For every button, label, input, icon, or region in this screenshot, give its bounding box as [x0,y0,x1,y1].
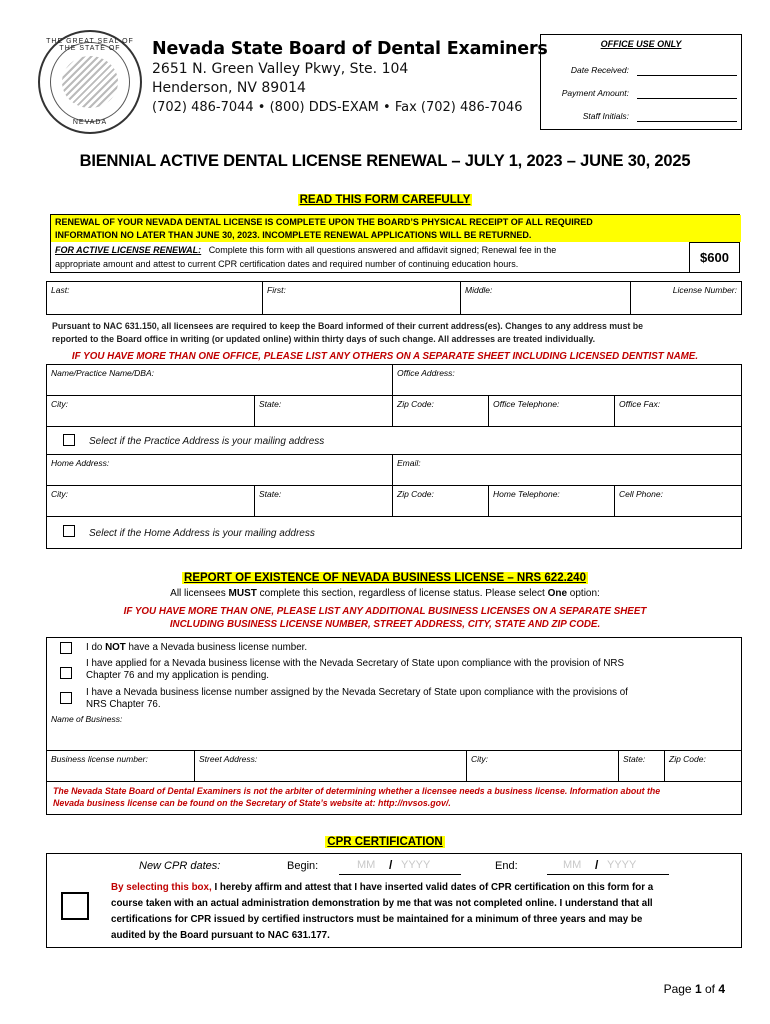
active-renewal-text: FOR ACTIVE LICENSE RENEWAL: Complete this form with all questions answered and affidavit signed; Renewal fee in the appropriate amount and attest to current CPR certification dates and required number of continuing education hours. [55,245,557,269]
business-street-field[interactable]: Street Address: [195,751,467,782]
email-field[interactable]: Email: [393,455,741,486]
cpr-begin-slash: / [389,858,393,872]
business-state-field[interactable]: State: [619,751,665,782]
page-number: Page 1 of 4 [663,982,725,996]
license-number-field[interactable]: License Number: [672,285,737,295]
business-instruction: All licensees MUST complete this section, regardless of license status. Please select One option: [170,588,600,599]
last-name-field[interactable]: Last: [47,282,263,314]
have-business-license-checkbox[interactable] [60,692,72,704]
office-address-field[interactable]: Office Address: [393,365,741,396]
business-option-1: I do NOT have a Nevada business license number. [86,642,308,653]
applied-business-license-checkbox[interactable] [60,667,72,679]
org-name: Nevada State Board of Dental Examiners [152,39,548,59]
first-name-field[interactable]: First: [263,282,461,314]
middle-name-field[interactable]: Middle: [461,282,631,314]
payment-amount-label: Payment Amount: [561,88,629,98]
home-mailing-row [47,517,741,548]
business-option-3: I have a Nevada business license number assigned by the Nevada Secretary of State upon compliance with the provisions of NRS Chapter 76. [86,687,628,710]
read-form-heading: READ THIS FORM CAREFULLY [299,194,471,206]
seal-bottom-text: NEVADA [72,119,108,126]
home-city-field[interactable]: City: [47,486,255,517]
renewal-notice: RENEWAL OF YOUR NEVADA DENTAL LICENSE IS COMPLETE UPON THE BOARD’S PHYSICAL RECEIPT OF ALL REQUIRED INFORMATION NO LATER THAN JUNE 30, 2023. INCOMPLETE RENEWAL APPLICATIONS WILL BE RETURNED. [51,215,741,242]
renewal-fee: $600 [689,242,739,272]
home-mailing-label: Select if the Home Address is your mailing address [89,528,315,539]
name-fields-row [46,281,742,315]
office-fax-field[interactable]: Office Fax: [615,396,741,427]
home-address-field[interactable]: Home Address: [47,455,393,486]
cpr-affirm-checkbox[interactable] [61,892,89,920]
no-business-license-checkbox[interactable] [60,642,72,654]
practice-mailing-checkbox[interactable] [63,434,75,446]
business-disclaimer: The Nevada State Board of Dental Examiners is not the arbiter of determining whether a licensee needs a business license. Information about the Nevada business license can be found on the Secretary of State’s website at: http://nvsos.gov/. [53,786,661,808]
cpr-heading: CPR CERTIFICATION [327,836,443,848]
seal-top-text: THE GREAT SEAL OF THE STATE OF [46,38,134,52]
date-received-label: Date Received: [570,65,629,75]
staff-initials-label: Staff Initials: [582,111,629,121]
header [152,38,548,117]
business-city-field[interactable]: City: [467,751,619,782]
date-received-field[interactable] [637,65,737,76]
cpr-affirmation-text: By selecting this box, I hereby affirm and attest that I have inserted valid dates of CPR certification on this form for a course taken with an actual administration demonstration by me that was not completed online. I understand that all certifications for CPR issued by certified instructors must be maintained for a minimum of three years and may be audited by the Board pursuant to NAC 631.177. [111,882,654,941]
cpr-begin-field[interactable] [339,857,461,875]
phone-line: (702) 486-7044 • (800) DDS-EXAM • Fax (702) 486-7046 [152,100,523,115]
business-license-number-field[interactable]: Business license number: [47,751,195,782]
business-name-field[interactable]: Name of Business: [47,711,741,751]
new-cpr-dates-label: New CPR dates: [139,860,221,872]
cpr-begin-label: Begin: [287,860,319,872]
cpr-begin-year: YYYY [401,859,431,871]
home-state-field[interactable]: State: [255,486,393,517]
business-heading: REPORT OF EXISTENCE OF NEVADA BUSINESS LICENSE – NRS 622.240 [184,572,586,584]
home-zip-field[interactable]: Zip Code: [393,486,489,517]
office-telephone-field[interactable]: Office Telephone: [489,396,615,427]
cpr-end-year: YYYY [607,859,637,871]
practice-city-field[interactable]: City: [47,396,255,427]
renewal-notice-box [50,214,740,273]
office-use-box [540,34,742,130]
home-telephone-field[interactable]: Home Telephone: [489,486,615,517]
practice-mailing-row [47,427,741,455]
practice-state-field[interactable]: State: [255,396,393,427]
office-use-title: OFFICE USE ONLY [600,39,682,49]
business-zip-field[interactable]: Zip Code: [665,751,741,782]
payment-amount-field[interactable] [637,88,737,99]
practice-zip-field[interactable]: Zip Code: [393,396,489,427]
nac-notice: Pursuant to NAC 631.150, all licensees are required to keep the Board informed of their current address(es). Changes to any address must be reported to the Board office in writing (or updated online) within thirty days of such change. All addresses are treated individually. [52,321,644,344]
cpr-end-field[interactable] [547,857,669,875]
business-warning: IF YOU HAVE MORE THAN ONE, PLEASE LIST ANY ADDITIONAL BUSINESS LICENSES ON A SEPARATE SHEET INCLUDING BUSINESS LICENSE NUMBER, STREET ADDRESS, CITY, STATE AND ZIP CODE. [123,606,647,630]
business-option-2: I have applied for a Nevada business license with the Nevada Secretary of State upon compliance with the provision of NRS Chapter 76 and my application is pending. [86,658,625,681]
cpr-begin-month: MM [357,859,376,871]
cpr-section [46,853,742,948]
form-title: BIENNIAL ACTIVE DENTAL LICENSE RENEWAL – JULY 1, 2023 – JUNE 30, 2025 [79,152,691,170]
address-line-2: Henderson, NV 89014 [152,80,306,96]
address-section [46,364,742,549]
cell-phone-field[interactable]: Cell Phone: [615,486,741,517]
cpr-end-label: End: [495,860,518,872]
practice-name-field[interactable]: Name/Practice Name/DBA: [47,365,393,396]
cpr-end-slash: / [595,858,599,872]
practice-mailing-label: Select if the Practice Address is your mailing address [89,436,325,447]
staff-initials-field[interactable] [637,111,737,122]
address-line-1: 2651 N. Green Valley Pkwy, Ste. 104 [152,61,409,77]
cpr-end-month: MM [563,859,582,871]
nevada-seal-logo [38,30,142,134]
office-warning: IF YOU HAVE MORE THAN ONE OFFICE, PLEASE LIST ANY OTHERS ON A SEPARATE SHEET INCLUDING LICENSED DENTIST NAME. [71,351,699,362]
home-mailing-checkbox[interactable] [63,525,75,537]
